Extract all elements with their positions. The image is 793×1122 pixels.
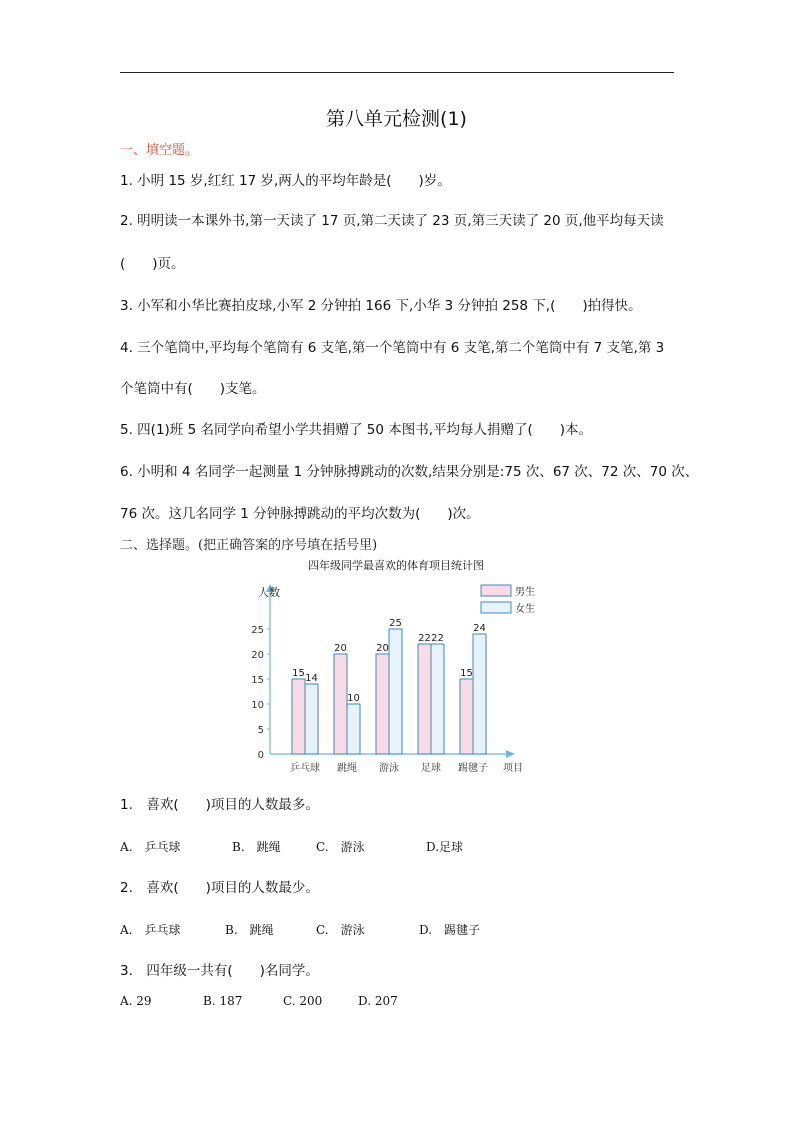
choice-3-option-b: B. 187 (203, 994, 243, 1008)
y-axis-label: 人数 (258, 586, 280, 599)
bar-data-label: 20 (334, 643, 347, 654)
bar-data-label: 22 (418, 633, 431, 644)
y-tick-label: 0 (257, 750, 264, 761)
legend-label: 男生 (515, 587, 535, 598)
legend-label: 女生 (515, 604, 535, 615)
question-2-line-2: ( )页。 (120, 256, 185, 272)
bar-data-label: 10 (347, 693, 360, 704)
x-axis-label: 项目 (503, 763, 523, 774)
bar-data-label: 15 (292, 668, 305, 679)
bar-data-label: 20 (376, 643, 389, 654)
choice-3-option-c: C. 200 (283, 994, 323, 1008)
question-6-line-2: 76 次。这几名同学 1 分钟脉搏跳动的平均次数为( )次。 (120, 506, 480, 522)
choice-1-option-b: B. 跳绳 (232, 840, 281, 854)
choice-3-option-a: A. 29 (120, 994, 152, 1008)
choice-2-option-d: D. 踢毽子 (419, 923, 481, 937)
y-tick-label: 5 (257, 725, 264, 736)
bar-女生-游泳 (389, 629, 402, 754)
x-category-label: 踢毽子 (458, 763, 488, 774)
y-tick-label: 15 (251, 675, 264, 686)
bar-data-label: 24 (473, 623, 486, 634)
page-title: 第八单元检测(1) (326, 108, 467, 130)
bar-女生-足球 (431, 644, 444, 754)
choice-2-option-a: A. 乒乓球 (120, 923, 181, 937)
choice-1-option-a: A. 乒乓球 (120, 840, 181, 854)
question-3: 3. 小军和小华比赛拍皮球,小军 2 分钟拍 166 下,小华 3 分钟拍 258 下,( )拍得快。 (120, 298, 642, 314)
y-tick-label: 20 (251, 650, 264, 661)
bar-data-label: 14 (305, 673, 318, 684)
bar-男生-踢毽子 (460, 679, 473, 754)
choice-1-option-c: C. 游泳 (316, 840, 365, 854)
x-category-label: 游泳 (379, 763, 399, 774)
choice-1-option-d: D.足球 (426, 840, 464, 854)
y-tick-label: 10 (251, 700, 264, 711)
x-category-label: 足球 (421, 763, 441, 774)
x-axis-arrow (506, 750, 515, 758)
bar-男生-乒乓球 (292, 679, 305, 754)
bar-女生-跳绳 (347, 704, 360, 754)
y-tick-label: 25 (251, 625, 264, 636)
question-5: 5. 四(1)班 5 名同学向希望小学共捐赠了 50 本图书,平均每人捐赠了( )本。 (120, 422, 593, 438)
question-2-line-1: 2. 明明读一本课外书,第一天读了 17 页,第二天读了 23 页,第三天读了 20 页,他平均每天读 (120, 213, 664, 229)
bar-女生-踢毽子 (473, 634, 486, 754)
choice-2-option-c: C. 游泳 (316, 923, 365, 937)
question-4-line-2: 个笔筒中有( )支笔。 (120, 381, 266, 397)
question-6-line-1: 6. 小明和 4 名同学一起测量 1 分钟脉搏跳动的次数,结果分别是:75 次、67 次、72 次、70 次、 (120, 464, 699, 480)
bar-男生-游泳 (376, 654, 389, 754)
question-4-line-1: 4. 三个笔筒中,平均每个笔筒有 6 支笔,第一个笔筒中有 6 支笔,第二个笔筒中有 7 支笔,第 3 (120, 340, 665, 356)
section-fill-blank-heading: 一、填空题。 (120, 143, 199, 158)
bar-男生-跳绳 (334, 654, 347, 754)
legend-swatch-男生 (481, 585, 511, 596)
x-category-label: 跳绳 (337, 763, 357, 774)
bar-data-label: 25 (389, 618, 402, 629)
question-1: 1. 小明 15 岁,红红 17 岁,两人的平均年龄是( )岁。 (120, 173, 451, 189)
legend-swatch-女生 (481, 602, 511, 613)
choice-2-option-b: B. 跳绳 (225, 923, 274, 937)
x-category-label: 乒乓球 (290, 763, 320, 774)
choice-3-option-d: D. 207 (358, 994, 398, 1008)
bar-女生-乒乓球 (305, 684, 318, 754)
bar-data-label: 15 (460, 668, 473, 679)
choice-1-question: 1. 喜欢( )项目的人数最多。 (120, 797, 319, 813)
choice-2-question: 2. 喜欢( )项目的人数最少。 (120, 880, 319, 896)
section-choice-heading: 二、选择题。(把正确答案的序号填在括号里) (120, 538, 378, 553)
chart-title: 四年级同学最喜欢的体育项目统计图 (308, 559, 484, 572)
bar-data-label: 22 (431, 633, 444, 644)
choice-3-question: 3. 四年级一共有( )名同学。 (120, 963, 319, 979)
bar-男生-足球 (418, 644, 431, 754)
